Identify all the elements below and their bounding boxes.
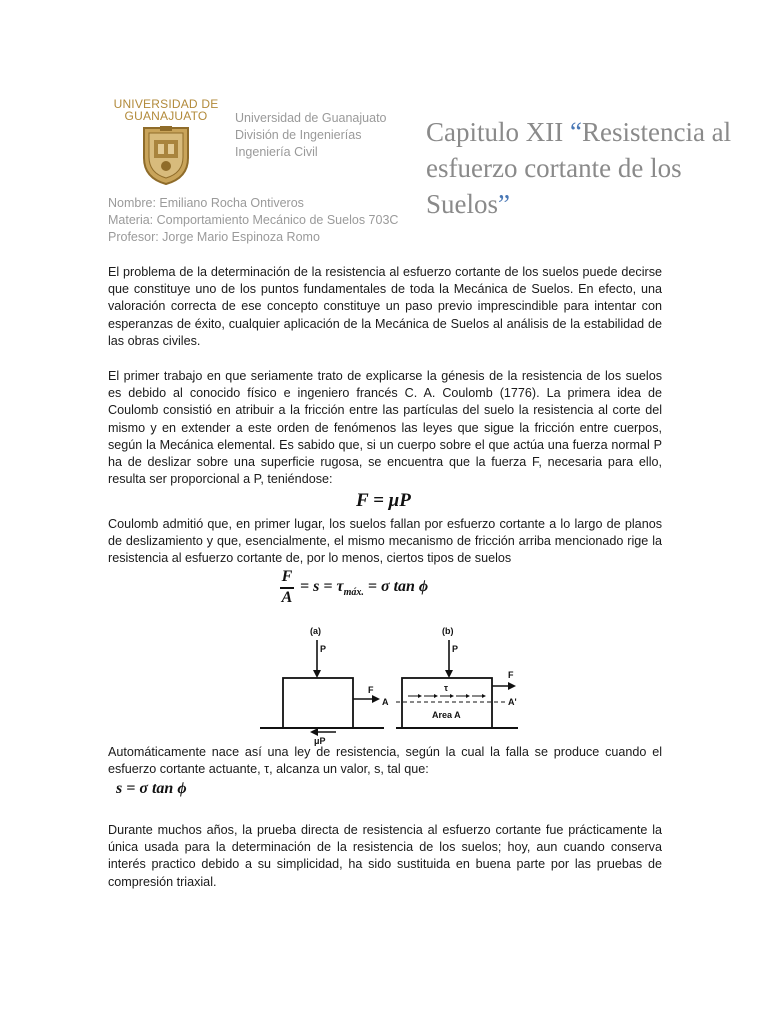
meta-profesor: Profesor: Jorge Mario Espinoza Romo xyxy=(108,230,320,244)
logo-wordmark: UNIVERSIDAD DE GUANAJUATO xyxy=(113,97,219,123)
institution-university: Universidad de Guanajuato xyxy=(235,111,387,125)
university-seal-icon xyxy=(140,124,192,186)
equation-friction: F = μP xyxy=(356,490,411,511)
figure-label-a: (a) xyxy=(310,626,321,636)
institution-block xyxy=(235,110,387,161)
equation-shear-law: s = σ tan ϕ xyxy=(116,780,187,797)
shear-friction-figure xyxy=(256,624,532,746)
figure-a-left: A xyxy=(382,697,389,707)
figure-f-a: F xyxy=(368,685,374,695)
equation-coulomb: F A = $s = \tau_{máx.} = \sigma$ tan ϕ xyxy=(281,568,429,606)
figure-f-b: F xyxy=(508,670,514,680)
figure-mu-p: μP xyxy=(314,736,326,746)
institution-division: División de Ingenierías xyxy=(235,128,362,142)
figure-a-right: A' xyxy=(508,697,517,707)
institution-program: Ingeniería Civil xyxy=(235,145,318,159)
paragraph-4: Automáticamente nace así una ley de resistencia, según la cual la falla se produce cuando el esfuerzo cortante actuante, τ, alcanza un valor, s, tal que: xyxy=(108,745,662,777)
paragraph-1: El problema de la determinación de la resistencia al esfuerzo cortante de los suelos puede decirse que constituye uno de los puntos fundamentales de toda la Mecánica de Suelos. En efecto, una valoración correcta de ese concepto constituye un paso previo imprescindible para intentar con esperanzas de éxito, cualquier aplicación de la Mecánica de Suelos al análisis de la estabilidad de las obras civiles. xyxy=(108,265,662,348)
university-logo xyxy=(110,98,222,190)
figure-p-a: P xyxy=(320,644,327,654)
figure-label-b: (b) xyxy=(442,626,454,636)
figure-area: Area A xyxy=(432,710,461,720)
paragraph-5: Durante muchos años, la prueba directa de resistencia al esfuerzo cortante fue prácticamente la única usada para la determinación de la resistencia de los suelos; hoy, aun cuando conserva interés practico debido a su simplicidad, ha sido sustituida en buena parte por las pruebas de compresión triaxial. xyxy=(108,823,662,889)
figure-p-b: P xyxy=(452,644,459,654)
chapter-title: Capitulo XII “Resistencia al esfuerzo cortante de los Suelos” xyxy=(426,117,732,219)
paragraph-3: Coulomb admitió que, en primer lugar, los suelos fallan por esfuerzo cortante a lo largo de planos de deslizamiento y que, esencialmente, el mismo mecanismo de fricción arriba mencionado rige la resistencia al esfuerzo cortante de, por lo menos, ciertos tipos de suelos xyxy=(108,517,662,566)
student-meta xyxy=(108,195,398,246)
meta-nombre: Nombre: Emiliano Rocha Ontiveros xyxy=(108,196,304,210)
figure-tau: τ xyxy=(444,683,449,693)
paragraph-2: El primer trabajo en que seriamente trato de explicarse la génesis de la resistencia de los suelos es debido al conocido físico e ingeniero francés C. A. Coulomb (1776). La primera idea de Coulomb consistió en atribuir a la fricción entre las partículas del suelo la resistencia al corte del mismo y en extender a este orden de fenómenos las leyes que sigue la fricción entre cuerpos, según la Mecánica elemental. Es sabido que, si un cuerpo sobre el que actúa una fuerza normal P ha de deslizar sobre una superficie rugosa, se encuentra que la fuerza F, necesaria para ello, resulta ser proporcional a P, teniéndose: xyxy=(108,369,662,487)
meta-materia: Materia: Comportamiento Mecánico de Suelos 703C xyxy=(108,213,399,227)
